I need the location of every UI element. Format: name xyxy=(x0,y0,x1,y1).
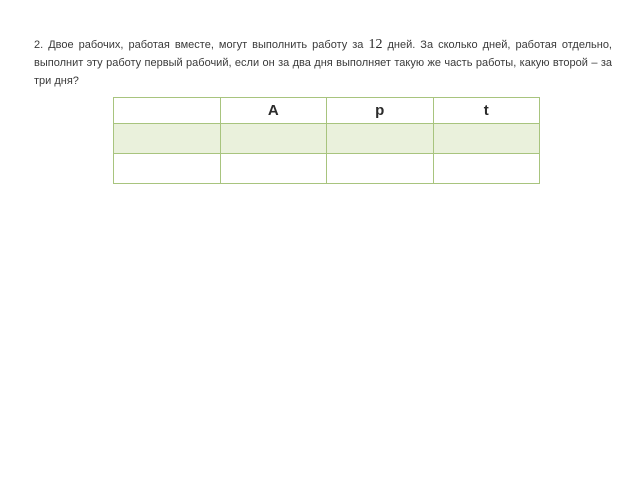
table-cell xyxy=(327,124,434,154)
table-header-cell: t xyxy=(433,98,540,124)
problem-days-number: 12 xyxy=(368,37,383,52)
table-header-cell: p xyxy=(327,98,434,124)
table-cell xyxy=(220,124,327,154)
table-header-cell: A xyxy=(220,98,327,124)
table-header-row xyxy=(114,98,540,124)
table-cell xyxy=(114,124,221,154)
table-cell xyxy=(433,154,540,184)
table-cell xyxy=(114,154,221,184)
table-row xyxy=(114,124,540,154)
table-row xyxy=(114,154,540,184)
problem-text xyxy=(34,36,612,90)
table-header-cell xyxy=(114,98,221,124)
solution-table xyxy=(113,97,540,184)
problem-prefix: 2. Двое рабочих, работая вместе, могут выполнить работу за xyxy=(34,39,369,51)
table-cell xyxy=(327,154,434,184)
table-cell xyxy=(220,154,327,184)
table-cell xyxy=(433,124,540,154)
problem-suffix: дней. За сколько дней, работая отдельно, выполнит эту работу первый рабочий, если он за два дня выполняет такую же часть работы, какую второй – за три дня? xyxy=(34,39,612,87)
